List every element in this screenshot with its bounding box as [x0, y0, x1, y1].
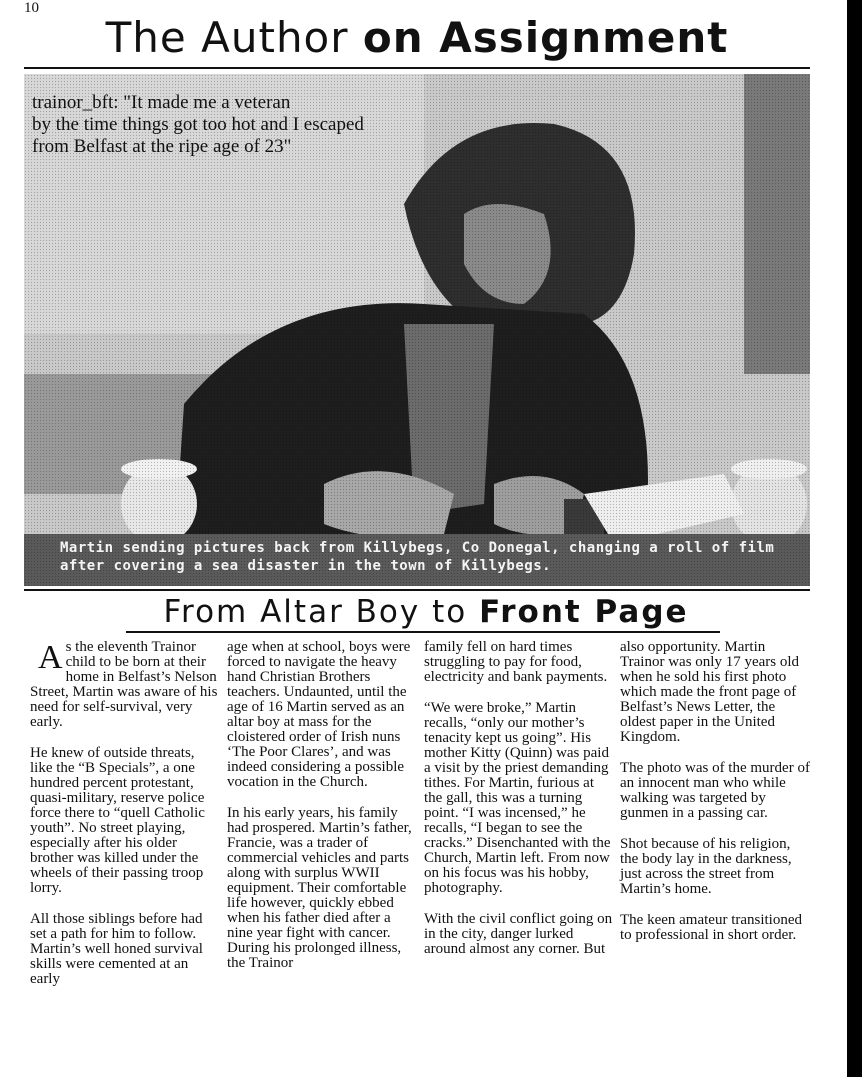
- article-column-3: [424, 640, 614, 973]
- section-heading: [126, 592, 726, 632]
- photo-quote: trainor_bft: "It made me a veteran by the time things got too hot and I escaped from Belfast at the ripe age of 23": [32, 92, 364, 157]
- paragraph-text: s the eleventh Trainor child to be born at their home in Belfast’s Nelson Street, Martin was aware of his need for self-survival, very early.: [30, 639, 218, 730]
- article-column-2: [227, 640, 412, 987]
- page-edge-band: [847, 0, 862, 1077]
- paragraph: also opportunity. Martin Trainor was only 17 years old when he sold his first photo which made the front page of Belfast’s News Letter, the oldest paper in the United Kingdom.: [620, 639, 800, 745]
- heading-rule: [126, 631, 720, 633]
- paragraph: All those siblings before had set a path for him to follow. Martin’s well honed survival skills were cemented at an early: [30, 911, 203, 987]
- photo-bottom-rule: [24, 589, 810, 591]
- page-title: [24, 12, 810, 64]
- paragraph: In his early years, his family had prospered. Martin’s father, Francie, was a trader of commercial vehicles and parts along with surplus WWII equipment. Their comfortable life however, quickly ebbed when his father died after a nine year fight with cancer. During his prolonged illness, the Trainor: [227, 805, 412, 971]
- paragraph: Shot because of his religion, the body lay in the darkness, just across the street from Martin’s home.: [620, 836, 792, 897]
- feature-photo: [24, 74, 810, 586]
- article-column-1: [30, 640, 218, 1003]
- paragraph: age when at school, boys were forced to navigate the heavy hand Christian Brothers teachers. Undaunted, until the age of 16 Martin served as an altar boy at mass for the cloistered order of Irish nuns ‘The Poor Clares’, and was indeed considering a possible vocation in the Church.: [227, 639, 411, 790]
- heading-light: From Altar Boy to: [163, 594, 480, 630]
- photo-caption: Martin sending pictures back from Killybegs, Co Donegal, changing a roll of film after covering a sea disaster in the town of Killybegs.: [60, 540, 775, 574]
- paragraph: The photo was of the murder of an innocent man who while walking was targeted by gunmen in a passing car.: [620, 760, 810, 821]
- page-number: 10: [24, 0, 39, 16]
- article-column-4: [620, 640, 812, 959]
- drop-cap: A: [38, 639, 63, 676]
- title-rule: [24, 67, 810, 69]
- paragraph: [30, 640, 218, 730]
- title-light: The Author: [105, 13, 363, 62]
- paragraph: “We were broke,” Martin recalls, “only our mother’s tenacity kept us going”. His mother Kitty (Quinn) was paid a visit by the priest demanding tithes. For Martin, furious at the gall, this was a turning point. “I was incensed,” he recalls, “I began to see the cracks.” Disenchanted with the Church, Martin left. From now on his focus was his hobby, photography.: [424, 700, 611, 896]
- paragraph: With the civil conflict going on in the city, danger lurked around almost any corner. But: [424, 911, 613, 957]
- paragraph: family fell on hard times struggling to pay for food, electricity and bank payments.: [424, 639, 608, 685]
- title-bold: on Assignment: [362, 13, 729, 62]
- heading-bold: Front Page: [479, 594, 689, 630]
- paragraph: The keen amateur transitioned to professional in short order.: [620, 912, 803, 943]
- paragraph: He knew of outside threats, like the “B Specials”, a one hundred percent protestant, quasi-military, reserve police force there to “quell Catholic youth”. No street playing, especially after his older brother was killed under the wheels of their passing troop lorry.: [30, 745, 205, 896]
